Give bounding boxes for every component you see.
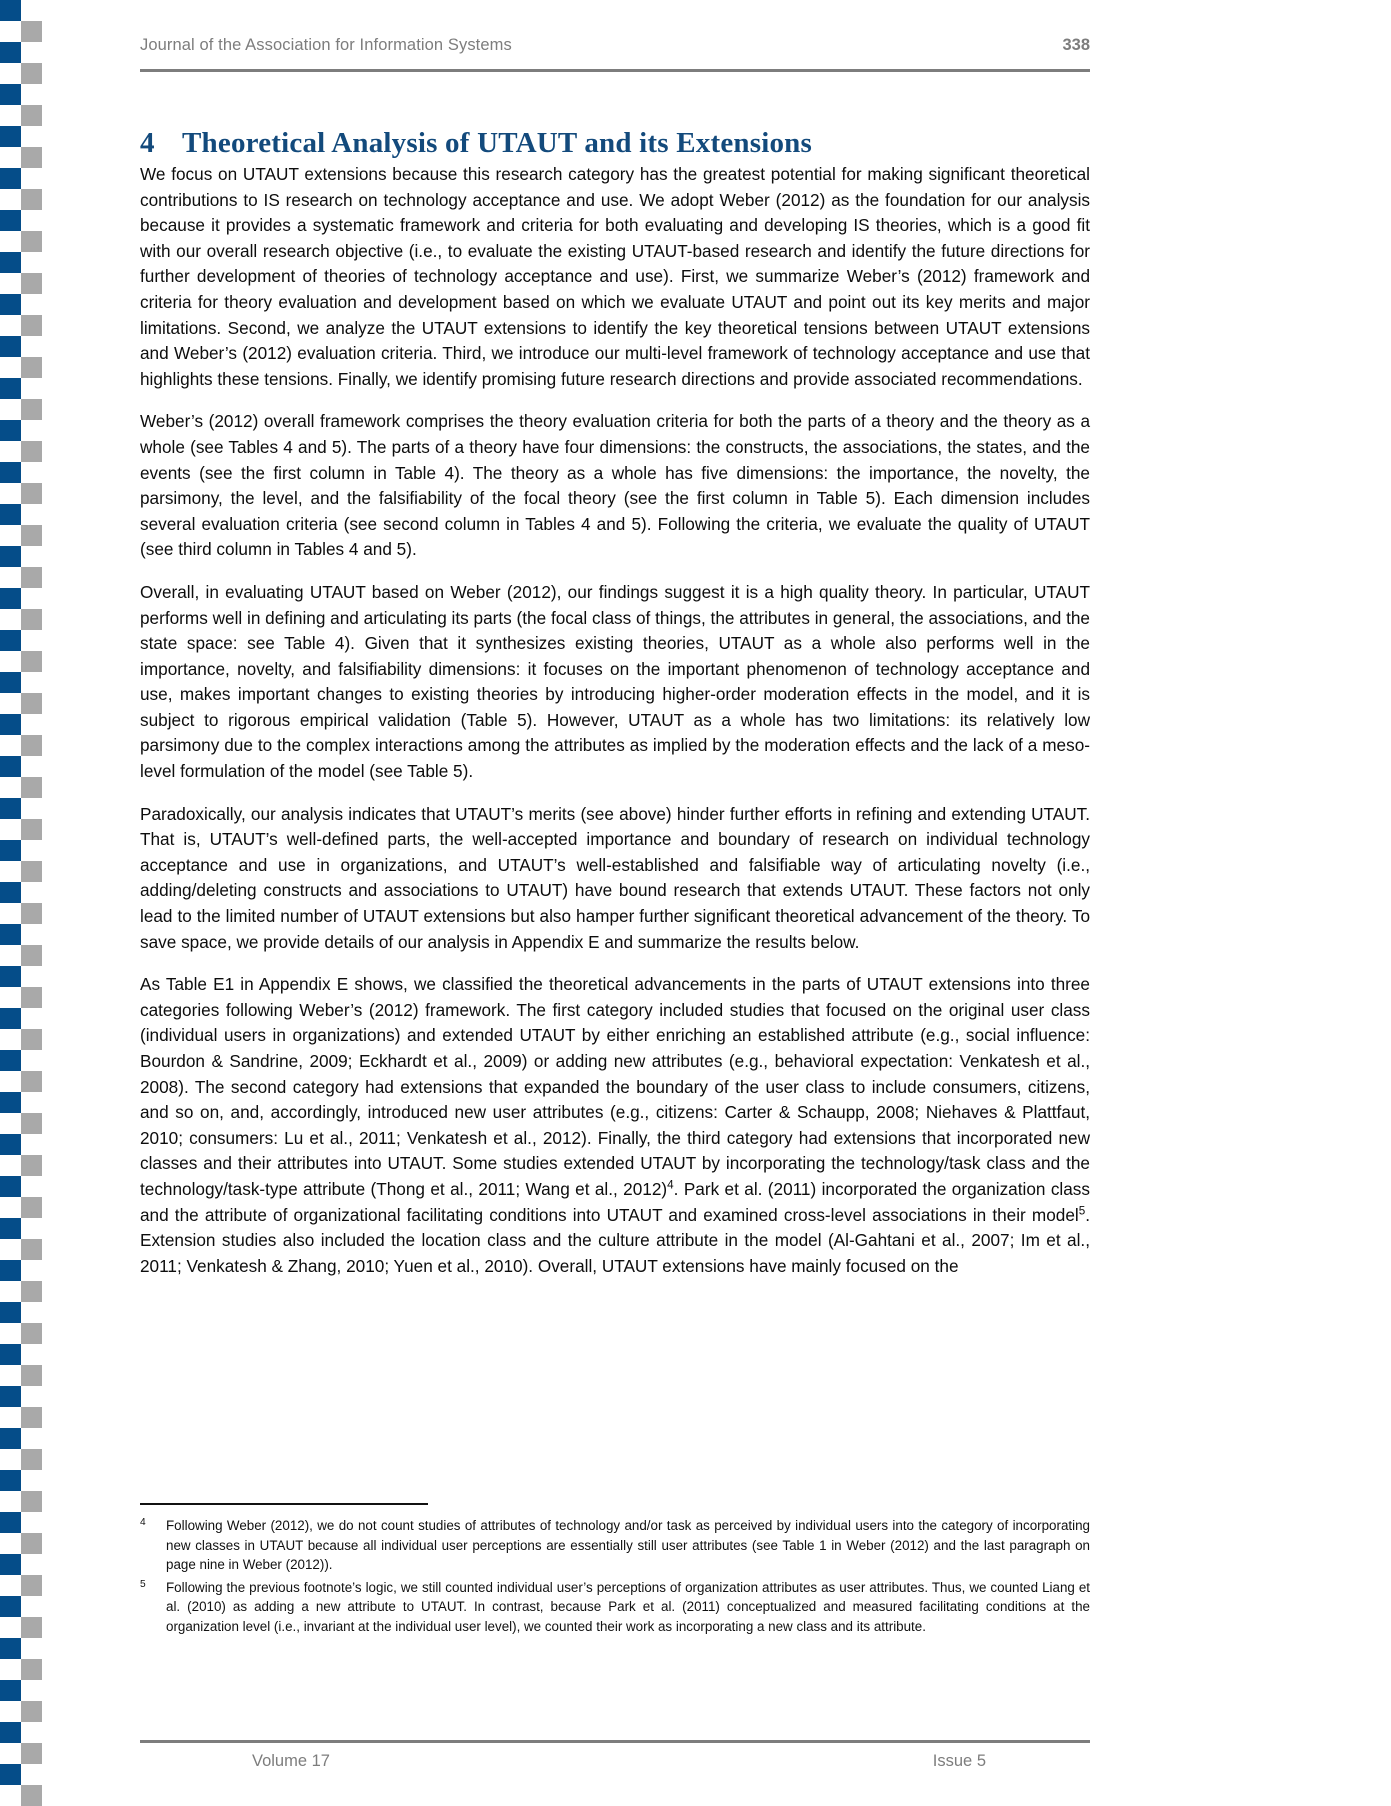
paragraph-1: We focus on UTAUT extensions because this research category has the greatest potential for making significant theoretical contributions to IS research on technology acceptance and use. We adopt Weber (2012) as the foundation for our analysis because it provides a systematic framework and criteria for both evaluating and developing IS theories, which is a good fit with our overall research objective (i.e., to evaluate the existing UTAUT-based research and identify the future directions for further development of theories of technology acceptance and use). First, we summarize Weber’s (2012) framework and criteria for theory evaluation and development based on which we evaluate UTAUT and point out its key merits and major limitations. Second, we analyze the UTAUT extensions to identify the key theoretical tensions between UTAUT extensions and Weber’s (2012) evaluation criteria. Third, we introduce our multi-level framework of technology acceptance and use that highlights these tensions. Finally, we identify promising future research directions and provide associated recommendations.: [140, 164, 1090, 389]
footnote-5: [140, 1578, 1090, 1637]
running-header: [140, 36, 1090, 72]
page-title: [140, 127, 1090, 160]
body-text: [140, 162, 1090, 1279]
footnotes-block: [140, 1516, 1090, 1639]
paragraph-2: Weber’s (2012) overall framework comprises the theory evaluation criteria for both the parts of a theory and the theory as a whole (see Tables 4 and 5). The parts of a theory have four dimensions: the constructs, the associations, the states, and the events (see the first column in Table 4). The theory as a whole has five dimensions: the importance, the novelty, the parsimony, the level, and the falsifiability of the focal theory (see the first column in Table 5). Each dimension includes several evaluation criteria (see second column in Tables 4 and 5). Following the criteria, we evaluate the quality of UTAUT (see third column in Tables 4 and 5).: [140, 411, 1090, 560]
volume-label: Volume 17: [252, 1752, 330, 1770]
footnote-4: [140, 1516, 1090, 1575]
footnote-ref-4[interactable]: 4: [667, 1178, 674, 1192]
paragraph-5: [140, 972, 1090, 1279]
page-number: 338: [1062, 36, 1090, 54]
header-rule: [140, 69, 1090, 72]
footnote-5-text: Following the previous footnote’s logic, we still counted individual user’s perceptions of organization attributes as user attributes. Thus, we counted Liang et al. (2010) as adding a new attribute to UTAUT. In contrast, because Park et al. (2011) conceptualized and measured facilitating conditions at the organization level (i.e., invariant at the individual user level), we counted their work as incorporating a new class and its attribute.: [166, 1579, 1090, 1634]
paragraph-3: Overall, in evaluating UTAUT based on Weber (2012), our findings suggest it is a high quality theory. In particular, UTAUT performs well in defining and articulating its parts (the focal class of things, the attributes in general, the associations, and the state space: see Table 4). Given that it synthesizes existing theories, UTAUT as a whole also performs well in the importance, novelty, and falsifiability dimensions: it focuses on the important phenomenon of technology acceptance and use, makes important changes to existing theories by introducing higher-order moderation effects in the model, and it is subject to rigorous empirical validation (Table 5). However, UTAUT as a whole has two limitations: its relatively low parsimony due to the complex interactions among the attributes as implied by the moderation effects and the lack of a meso-level formulation of the model (see Table 5).: [140, 581, 1090, 782]
footnote-4-text: Following Weber (2012), we do not count studies of attributes of technology and/or task as perceived by individual users into the category of incorporating new classes in UTAUT because all individual user perceptions are essentially still user attributes (see Table 1 in Weber (2012) and the last paragraph on page nine in Weber (2012)).: [166, 1518, 1090, 1572]
page-footer: [140, 1752, 1090, 1778]
footnote-4-marker: 4: [140, 1517, 146, 1528]
footnote-5-marker: 5: [140, 1578, 146, 1590]
paragraph-5-part3: . Extension studies also included the location class and the culture attribute in the model (Al-Gahtani et al., 2007; Im et al., 2011; Venkatesh & Zhang, 2010; Yuen et al., 2010). Overall, UTAUT extensions have mainly focused on the: [140, 1204, 1090, 1276]
paragraph-4: Paradoxically, our analysis indicates that UTAUT’s merits (see above) hinder further efforts in refining and extending UTAUT. That is, UTAUT’s well-defined parts, the well-accepted importance and boundary of research on individual technology acceptance and use in organizations, and UTAUT’s well-established and falsifiable way of articulating novelty (i.e., adding/deleting constructs and associations to UTAUT) have bound research that extends UTAUT. These factors not only lead to the limited number of UTAUT extensions but also hamper further significant theoretical advancement of the theory. To save space, we provide details of our analysis in Appendix E and summarize the results below.: [140, 803, 1090, 952]
section-number: 4: [140, 127, 155, 160]
paragraph-5-part2: . Park et al. (2011) incorporated the organization class and the attribute of organizational facilitating conditions into UTAUT and examined cross-level associations in their model: [140, 1178, 1090, 1225]
journal-title: Journal of the Association for Information Systems: [140, 36, 512, 54]
paragraph-5-part1: As Table E1 in Appendix E shows, we classified the theoretical advancements in the parts of UTAUT extensions into three categories following Weber’s (2012) framework. The first category included studies that focused on the original user class (individual users in organizations) and extended UTAUT by either enriching an established attribute (e.g., social influence: Bourdon & Sandrine, 2009; Eckhardt et al., 2009) or adding new attributes (e.g., behavioral expectation: Venkatesh et al., 2008). The second category had extensions that expanded the boundary of the user class to include consumers, citizens, and so on, and, accordingly, introduced new user attributes (e.g., citizens: Carter & Schaupp, 2008; Niehaves & Plattfaut, 2010; consumers: Lu et al., 2011; Venkatesh et al., 2012). Finally, the third category had extensions that incorporated new classes and their attributes into UTAUT. Some studies extended UTAUT by incorporating the technology/task class and the technology/task-type attribute (Thong et al., 2011; Wang et al., 2012): [140, 974, 1090, 1199]
section-title: Theoretical Analysis of UTAUT and its Extensions: [182, 127, 812, 160]
footnote-ref-5[interactable]: 5: [1078, 1203, 1086, 1217]
footer-rule: [140, 1740, 1090, 1743]
footnote-separator-rule: [140, 1503, 428, 1505]
issue-label: Issue 5: [932, 1752, 986, 1770]
